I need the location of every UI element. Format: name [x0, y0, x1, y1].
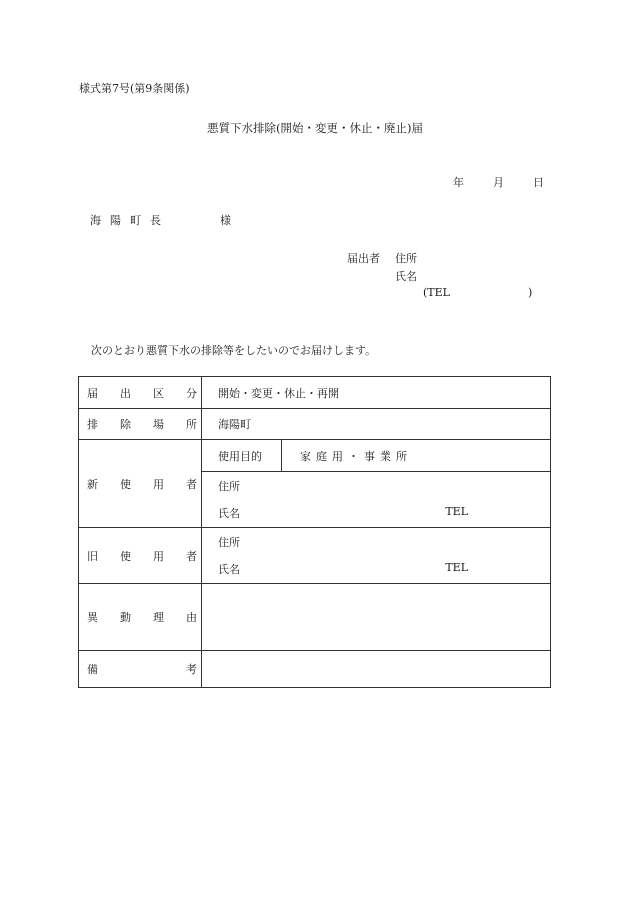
new-user-address-row [202, 478, 550, 494]
old-user-tel-label: TEL [445, 561, 468, 574]
submitter-label: 届出者 [347, 252, 380, 265]
recipient-suffix: 様 [220, 214, 231, 227]
new-user-details-cell[interactable] [202, 472, 551, 528]
old-user-details-cell[interactable] [202, 528, 551, 584]
new-user-label [87, 476, 197, 492]
discharge-location-label [87, 416, 197, 432]
notification-type-label [87, 385, 197, 401]
row-remarks [79, 651, 551, 688]
notification-type-label-cell [79, 377, 202, 409]
notification-type-label-char: 分 [186, 386, 197, 400]
remarks-label [87, 661, 197, 677]
submitter-tel-open: (TEL [423, 286, 450, 299]
new-user-label-char: 使 [120, 477, 131, 491]
change-reason-value[interactable] [202, 584, 551, 651]
old-user-label-char: 者 [186, 549, 197, 563]
row-old-user [79, 528, 551, 584]
old-user-name-label: 氏名 [218, 563, 240, 576]
new-user-tel-label: TEL [445, 505, 468, 518]
purpose-cell [202, 440, 551, 472]
date-day-label: 日 [533, 176, 544, 189]
submitter-address-label: 住所 [395, 252, 417, 265]
new-user-label-char: 新 [87, 477, 98, 491]
purpose-label: 使用目的 [202, 440, 282, 471]
row-new-user-purpose [79, 440, 551, 472]
row-change-reason [79, 584, 551, 651]
remarks-label-char: 考 [186, 663, 197, 676]
new-user-label-char: 用 [153, 477, 164, 491]
new-user-name-row [202, 505, 550, 521]
notification-type-label-char: 区 [153, 386, 164, 400]
old-user-address-label: 住所 [218, 536, 240, 549]
date-year-label: 年 [453, 176, 464, 189]
purpose-value[interactable]: 家庭用・事業所 [300, 449, 412, 463]
remarks-value[interactable] [202, 651, 551, 688]
old-user-label-char: 使 [120, 549, 131, 563]
row-notification-type [79, 377, 551, 409]
submitter-name-label: 氏名 [395, 270, 417, 283]
discharge-location-label-cell [79, 409, 202, 440]
notification-form-table [78, 376, 551, 688]
new-user-name-label: 氏名 [218, 507, 240, 520]
old-user-label-char: 旧 [87, 549, 98, 563]
old-user-label-cell [79, 528, 202, 584]
submitter-tel-close: ) [528, 286, 533, 299]
old-user-name-row [202, 561, 550, 577]
change-reason-label-cell [79, 584, 202, 651]
notification-type-label-char: 届 [87, 386, 98, 400]
change-reason-label [87, 609, 197, 625]
change-reason-label-char: 動 [120, 611, 131, 624]
remarks-label-char: 備 [87, 663, 98, 676]
old-user-address-row [202, 534, 550, 550]
notification-type-label-char: 出 [120, 386, 131, 400]
change-reason-label-char: 異 [87, 611, 98, 624]
new-user-label-cell [79, 440, 202, 528]
form-number: 様式第7号(第9条関係) [79, 82, 190, 95]
old-user-label-char: 用 [153, 549, 164, 563]
change-reason-label-char: 理 [153, 611, 164, 624]
date-line [453, 174, 544, 190]
discharge-location-label-char: 場 [153, 418, 164, 431]
recipient [90, 212, 231, 228]
document-title: 悪質下水排除(開始・変更・休止・廃止)届 [207, 121, 423, 135]
notification-type-value[interactable]: 開始・変更・休止・再開 [202, 377, 551, 409]
old-user-label [87, 548, 197, 564]
remarks-label-cell [79, 651, 202, 688]
change-reason-label-char: 由 [186, 611, 197, 624]
row-discharge-location [79, 409, 551, 440]
discharge-location-label-char: 所 [186, 418, 197, 431]
new-user-address-label: 住所 [218, 480, 240, 493]
date-month-label: 月 [493, 176, 504, 189]
discharge-location-label-char: 排 [87, 418, 98, 431]
intro-text: 次のとおり悪質下水の排除等をしたいのでお届けします。 [91, 344, 377, 357]
recipient-name: 海陽町長 [90, 214, 170, 227]
new-user-label-char: 者 [186, 477, 197, 491]
discharge-location-label-char: 除 [120, 418, 131, 431]
discharge-location-value[interactable]: 海陽町 [202, 409, 551, 440]
